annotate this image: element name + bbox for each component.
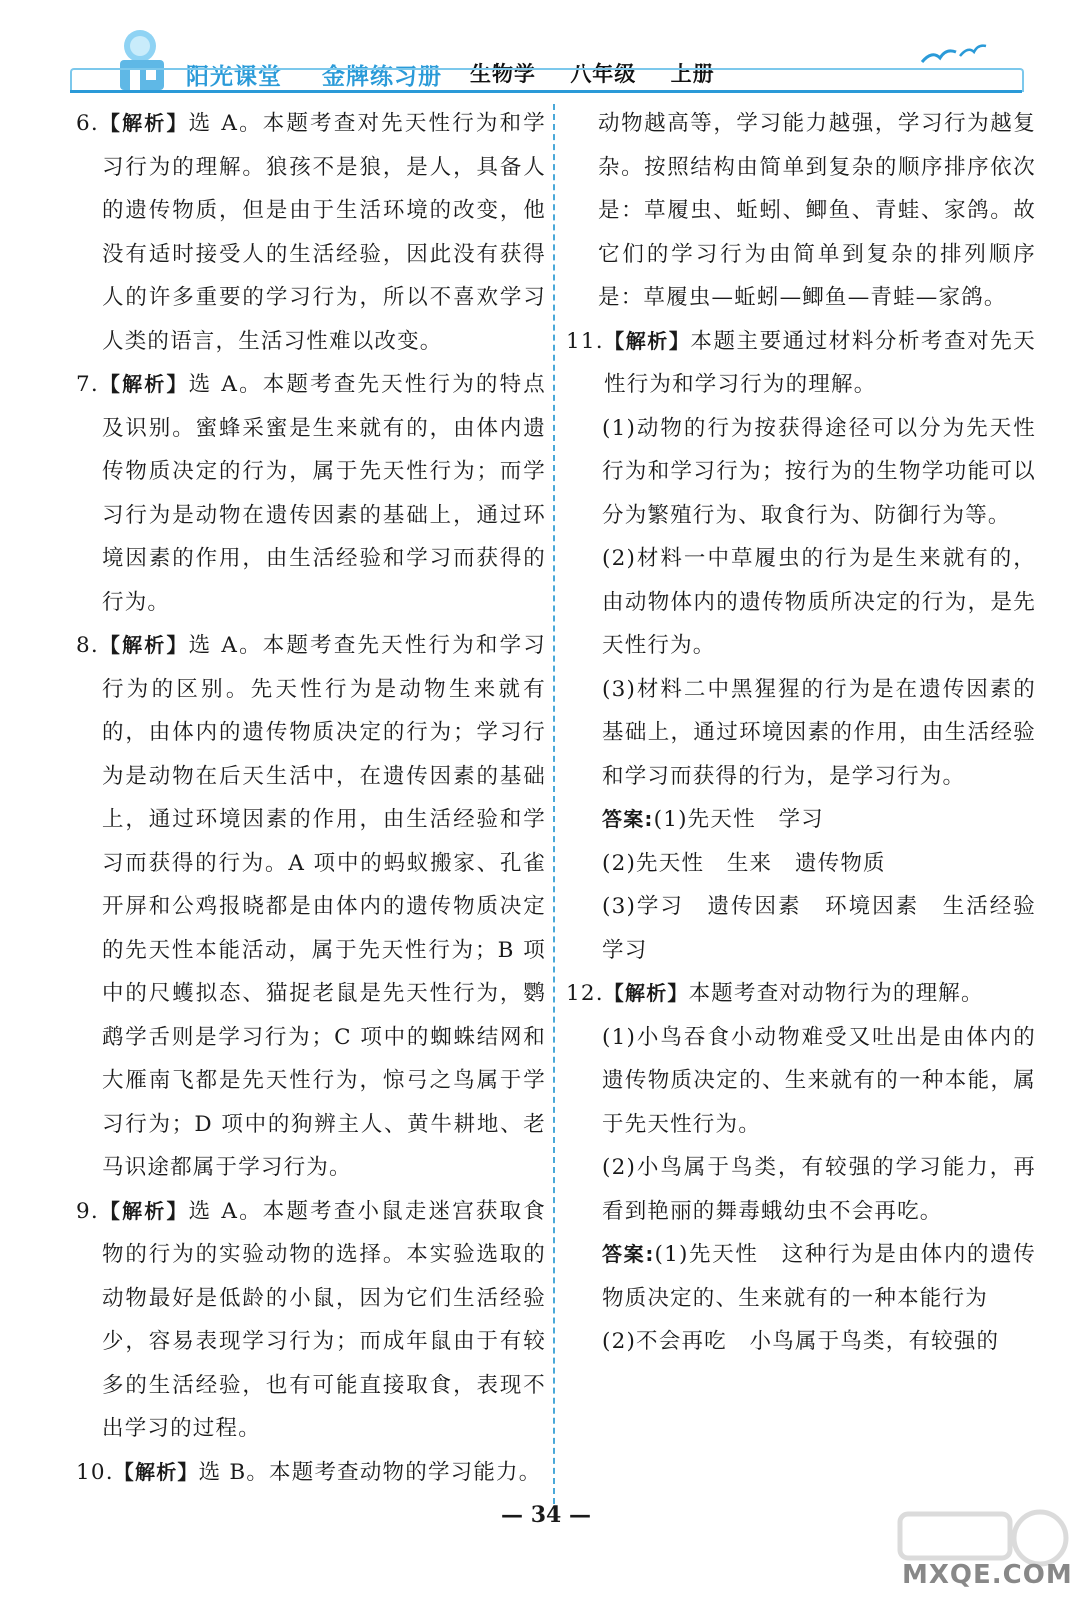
answer-item-11: 11.【解析】本题主要通过材料分析考查对先天性行为和学习行为的理解。 xyxy=(566,328,1036,397)
answer-item-10-continued: 动物越高等，学习能力越强，学习行为越复杂。按照结构由简单到复杂的顺序排序依次是：草履虫、蚯蚓、鲫鱼、青蛙、家鸽。故它们的学习行为由简单到复杂的排列顺序是：草履虫—蚯蚓—鲫鱼—青蛙—家鸽。 xyxy=(598,111,1036,310)
item-11-part-1: (1)动物的行为按获得途径可以分为先天性行为和学习行为；按行为的生物学功能可以分为繁殖行为、取食行为、防御行为等。 xyxy=(602,415,1036,528)
item-11-answer-2: (2)先天性 生来 遗传物质 xyxy=(602,850,886,876)
item-12-answer-2: (2)不会再吃 小鸟属于鸟类，有较强的 xyxy=(602,1329,1000,1354)
answer-item-8: 8.【解析】选 A。本题考查先天性行为和学习行为的区别。先天性行为是动物生来就有的，由体内的遗传物质决定的行为；学习行为是动物在后天生活中，在遗传因素的基础上，通过环境因素的作用，由生活经验和学习而获得的行为。A 项中的蚂蚁搬家、孔雀开屏和公鸡报晓都是由体内的遗传物质决定的先天性本能活动，属于先天性行为；B 项中的尺蠖拟态、猫捉老鼠是先天性行为，鹦鹉学舌则是学习行为；C 项中的蜘蛛结网和大雁南飞都是先天性行为，惊弓之鸟属于学习行为；D 项中的狗辨主人、黄牛耕地、老马识途都属于学习行为。 xyxy=(76,633,546,1180)
answer-label: 答案: xyxy=(602,1242,655,1266)
subject-label: 生物学 xyxy=(470,62,536,86)
analysis-tag: 【解析】 xyxy=(98,111,189,135)
right-column xyxy=(566,102,1059,1364)
analysis-tag: 【解析】 xyxy=(603,328,691,353)
column-divider xyxy=(553,104,555,1504)
analysis-tag: 【解析】 xyxy=(98,372,189,396)
left-column xyxy=(76,102,546,1494)
analysis-tag: 【解析】 xyxy=(603,981,689,1005)
item-11-answer-3: (3)学习 遗传因素 环境因素 生活经验 学习 xyxy=(602,894,1059,963)
grade-label: 八年级 xyxy=(570,62,637,86)
watermark-text: MXQE.COM xyxy=(902,1560,1073,1590)
analysis-tag: 【解析】 xyxy=(98,1198,189,1223)
item-11-answer-1: 答案:(1)先天性 学习 xyxy=(602,807,824,832)
answer-item-10: 10.【解析】选 B。本题考查动物的学习能力。 xyxy=(76,1459,542,1485)
answer-item-9: 9.【解析】选 A。本题考查小鼠走迷宫获取食物的行为的实验动物的选择。本实验选取的动物最好是低龄的小鼠，因为它们生活经验少，容易表现学习行为；而成年鼠由于有较多的生活经验，也有可能直接取食，表现不出学习的过程。 xyxy=(76,1198,546,1441)
item-12-part-1: (1)小鸟吞食小动物难受又吐出是由体内的遗传物质决定的、生来就有的一种本能，属于先天性行为。 xyxy=(602,1024,1036,1137)
volume-label: 上册 xyxy=(670,62,715,86)
item-11-part-3: (3)材料二中黑猩猩的行为是在遗传因素的基础上，通过环境因素的作用，由生活经验和学习而获得的行为，是学习行为。 xyxy=(602,676,1036,789)
birds-icon xyxy=(918,40,988,70)
analysis-tag: 【解析】 xyxy=(98,633,189,657)
answer-item-12: 12.【解析】本题考查对动物行为的理解。 xyxy=(566,981,984,1006)
answer-item-7: 7.【解析】选 A。本题考查先天性行为的特点及识别。蜜蜂采蜜是生来就有的，由体内遗传物质决定的行为，属于先天性行为；而学习行为是动物在遗传因素的基础上，通过环境因素的作用，由生活经验和学习而获得的行为。 xyxy=(76,372,546,615)
page-header xyxy=(0,0,1092,100)
page-number: — 34 — xyxy=(501,1502,591,1528)
brand-name: 阳光课堂 xyxy=(186,64,282,90)
header-rule xyxy=(70,90,1022,93)
item-12-answer-1: 答案:(1)先天性 这种行为是由体内的遗传物质决定的、生来就有的一种本能行为 xyxy=(602,1242,1036,1311)
item-12-part-2: (2)小鸟属于鸟类，有较强的学习能力，再看到艳丽的舞毒蛾幼虫不会再吃。 xyxy=(602,1155,1036,1224)
header-frame xyxy=(70,68,1024,92)
answer-item-6: 6.【解析】选 A。本题考查对先天性行为和学习行为的理解。狼孩不是狼，是人，具备人的遗传物质，但是由于生活环境的改变，他没有适时接受人的生活经验，因此没有获得人的许多重要的学习行为，所以不喜欢学习人类的语言，生活习性难以改变。 xyxy=(76,111,546,354)
answer-label: 答案: xyxy=(602,807,654,831)
series-name: 金牌练习册 xyxy=(322,64,442,90)
analysis-tag: 【解析】 xyxy=(113,1459,199,1484)
item-11-part-2: (2)材料一中草履虫的行为是生来就有的，由动物体内的遗传物质所决定的行为，是先天性行为。 xyxy=(602,546,1036,658)
